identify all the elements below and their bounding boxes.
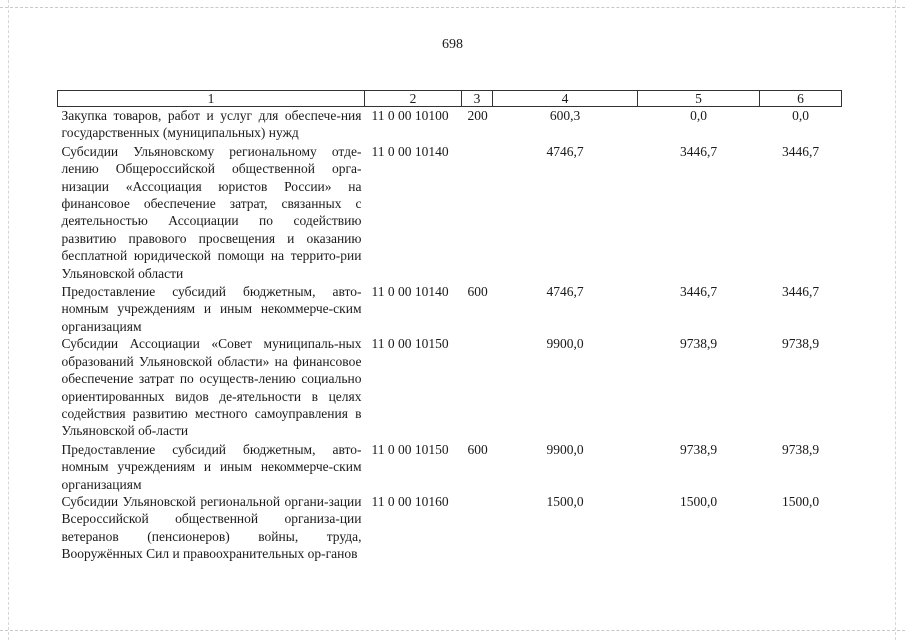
row-value-col6: 3446,7 — [781, 284, 820, 300]
row-type — [462, 143, 493, 283]
page-number: 698 — [442, 37, 463, 52]
column-header: 4 — [493, 91, 638, 107]
row-name: Субсидии Ассоциации «Совет муниципаль-ных образований Ульяновской области» на финансовое обеспечение затрат по осуществ-лению социально ориентированных видов де-ятельности в целях содействия развитию местного самоуправления в Ульяновской об-ласти — [61, 336, 362, 439]
row-value-col6: 3446,7 — [781, 143, 820, 159]
table-row — [58, 107, 842, 143]
column-header: 1 — [58, 91, 365, 107]
row-type: 600 — [467, 284, 488, 300]
scan-edge-left — [8, 0, 9, 640]
scan-edge-top — [0, 7, 905, 8]
row-value-col5: 0,0 — [690, 108, 707, 123]
row-code: 11 0 00 10150 — [371, 441, 449, 457]
row-code: 11 0 00 10140 — [371, 284, 449, 300]
table-row — [58, 335, 842, 440]
row-name: Закупка товаров, работ и услуг для обеспече-ния государственных (муниципальных) нужд — [61, 108, 362, 141]
row-value-col6: 0,0 — [792, 108, 809, 123]
row-value-col4: 1500,0 — [546, 493, 584, 509]
column-header: 3 — [462, 91, 493, 107]
row-value-col4: 9900,0 — [546, 441, 584, 457]
row-code: 11 0 00 10150 — [371, 336, 449, 352]
row-value-col6: 9738,9 — [781, 441, 820, 457]
row-value-col4: 4746,7 — [546, 284, 584, 300]
column-header: 5 — [638, 91, 760, 107]
row-value-col4: 4746,7 — [546, 143, 584, 159]
row-value-col5: 3446,7 — [679, 284, 718, 300]
table-row — [58, 143, 842, 283]
row-value-col4: 600,3 — [549, 108, 581, 123]
table-row — [58, 441, 842, 493]
row-value-col5: 9738,9 — [679, 441, 718, 457]
column-header: 2 — [365, 91, 462, 107]
row-type: 600 — [467, 441, 488, 457]
row-value-col4: 9900,0 — [546, 336, 584, 352]
row-name: Субсидии Ульяновской региональной органи-зации Всероссийской общественной организа-ции ветеранов (пенсионеров) войны, труда, Вооружённых Сил и правоохранительных ор-ганов — [61, 493, 362, 562]
row-code: 11 0 00 10100 — [371, 108, 449, 123]
row-type: 200 — [467, 108, 488, 123]
scan-edge-bottom — [0, 630, 905, 631]
row-type — [462, 335, 493, 440]
table-row — [58, 493, 842, 563]
row-code: 11 0 00 10160 — [371, 493, 449, 509]
row-type — [462, 493, 493, 563]
scan-edge-right — [895, 0, 896, 640]
row-value-col5: 3446,7 — [679, 143, 718, 159]
row-value-col5: 1500,0 — [679, 493, 718, 509]
table-row — [58, 283, 842, 335]
row-name: Предоставление субсидий бюджетным, авто-номным учреждениям и иным некоммерче-ским организациям — [61, 441, 362, 492]
row-value-col5: 9738,9 — [679, 336, 718, 352]
row-name: Предоставление субсидий бюджетным, авто-номным учреждениям и иным некоммерче-ским организациям — [61, 284, 362, 334]
row-value-col6: 9738,9 — [781, 336, 820, 352]
row-value-col6: 1500,0 — [781, 493, 820, 509]
row-name: Субсидии Ульяновскому региональному отде-лению Общероссийской общественной орга-низации «Ассоциация юристов России» на финансовое обеспечение затрат, связанных с деятельностью Ассоциации по содействию развитию правового просвещения и оказанию бесплатной юридической помощи на террито-рии Ульяновской области — [61, 143, 362, 281]
table-header-row — [58, 91, 842, 107]
budget-table — [57, 90, 842, 563]
row-code: 11 0 00 10140 — [371, 143, 449, 159]
column-header: 6 — [760, 91, 842, 107]
